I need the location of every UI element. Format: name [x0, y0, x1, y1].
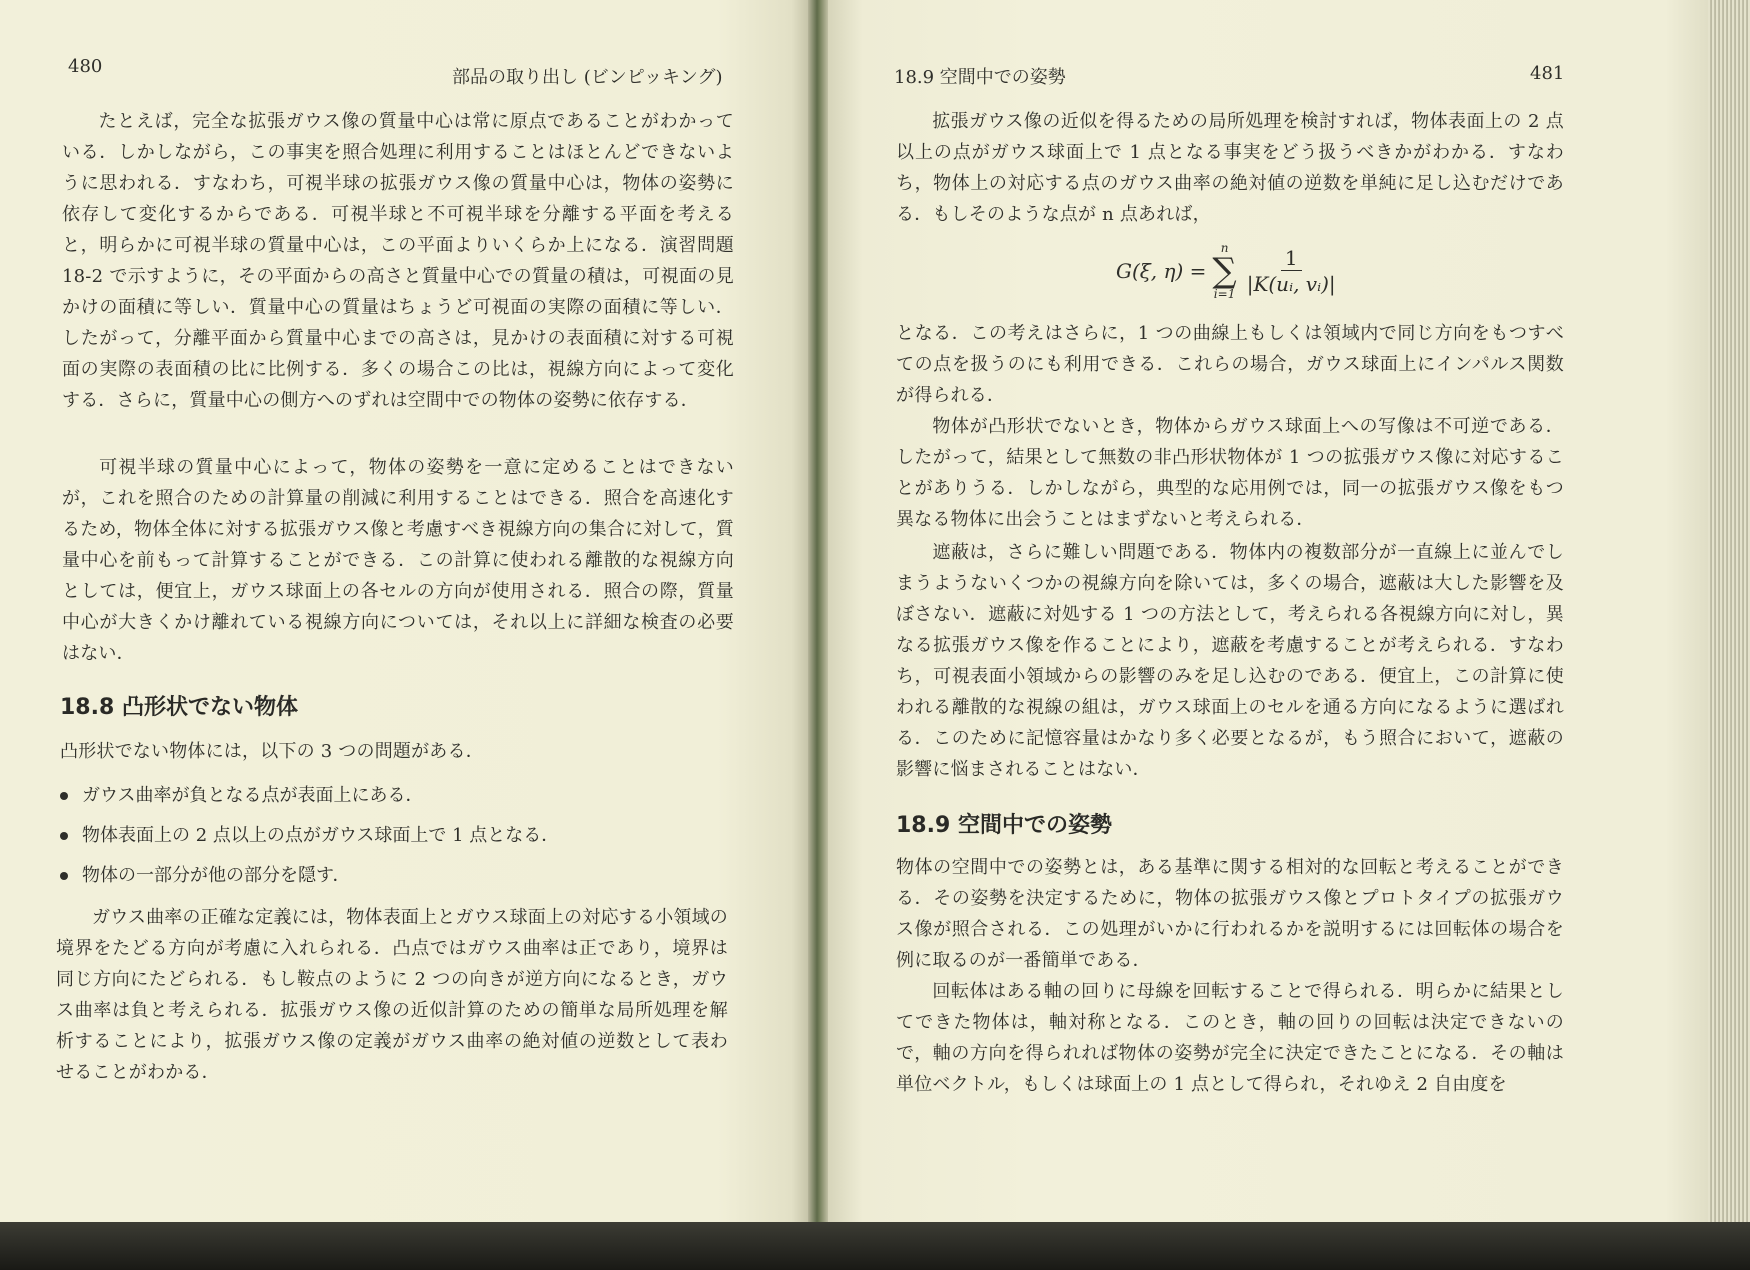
- paragraph: 物体が凸形状でないとき，物体からガウス球面上への写像は不可逆である．したがって，結果として無数の非凸形状物体が 1 つの拡張ガウス像に対応することがありうる．しかしながら，典型的な応用例では，同一の拡張ガウス像をもつ異なる物体に出会うことはまずないと考えられる．: [896, 416, 1564, 530]
- running-head: 18.9 空間中での姿勢: [894, 67, 1066, 88]
- bullet-list: [60, 776, 559, 896]
- section-heading: 18.8 凸形状でない物体: [60, 695, 298, 720]
- paragraph: 回転体はある軸の回りに母線を回転することで得られる．明らかに結果としてできた物体は，軸対称となる．このとき，軸の回りの回転は決定できないので，軸の方向を得られれば物体の姿勢が完全に決定できたことになる．その軸は単位ベクトル，もしくは球面上の 1 点として得られ，それゆえ 2 自由度を: [896, 981, 1564, 1095]
- paragraph: 可視半球の質量中心によって，物体の姿勢を一意に定めることはできないが，これを照合のための計算量の削減に利用することはできる．照合を高速化するため，物体全体に対する拡張ガウス像と考慮すべき視線方向の集合に対して，質量中心を前もって計算することができる．この計算に使われる離散的な視線方向としては，便宜上，ガウス球面上の各セルの方向が使用される．照合の際，質量中心が大きくかけ離れている視線方向については，それ以上に詳細な検査の必要はない．: [62, 457, 734, 664]
- book-shadow: [0, 1222, 1750, 1270]
- paragraph: 拡張ガウス像の近似を得るための局所処理を検討すれば，物体表面上の 2 点以上の点がガウス球面上で 1 点となる事実をどう扱うべきかがわかる．すなわち，物体上の対応する点のガウス曲率の絶対値の逆数を単純に足し込むだけである．もしそのような点が n 点あれば，: [896, 111, 1564, 225]
- summation-symbol: n ∑ i=1: [1212, 241, 1237, 301]
- formula: [1116, 242, 1340, 300]
- page-number: 481: [1530, 63, 1565, 84]
- bullet-icon: [60, 872, 68, 880]
- paragraph: たとえば，完全な拡張ガウス像の質量中心は常に原点であることがわかっている．しかしながら，この事実を照合処理に利用することはほとんどできないように思われる．すなわち，可視半球の拡張ガウス像の質量中心は，物体の姿勢に依存して変化するからである．可視半球と不可視半球を分離する平面を考えると，明らかに可視半球の質量中心は，この平面よりいくらか上になる．演習問題 18-2 で示すように，その平面からの高さと質量中心での質量の積は，可視面の見かけの面積に等しい．質量中心の質量はちょうど可視面の実際の面積に等しい．したがって，分離平面から質量中心までの高さは，見かけの表面積に対する可視面の実際の表面積の比に比例する．多くの場合この比は，視線方向によって変化する．さらに，質量中心の側方へのずれは空間中での物体の姿勢に依存する．: [62, 111, 734, 411]
- list-item: 物体の一部分が他の部分を隠す．: [60, 856, 559, 896]
- paragraph: ガウス曲率の正確な定義には，物体表面上とガウス球面上の対応する小領域の境界をたどる方向が考慮に入れられる．凸点ではガウス曲率は正であり，境界は同じ方向にたどられる．もし鞍点のように 2 つの向きが逆方向になるとき，ガウス曲率は負と考えられる．拡張ガウス像の近似計算のための簡単な局所処理を解析することにより，拡張ガウス像の定義がガウス曲率の絶対値の逆数として表わせることがわかる．: [56, 907, 728, 1083]
- bullet-icon: [60, 792, 68, 800]
- left-page: [0, 0, 816, 1230]
- list-item: 物体表面上の 2 点以上の点がガウス球面上で 1 点となる．: [60, 816, 559, 856]
- section-intro: 凸形状でない物体には，以下の 3 つの問題がある．: [60, 741, 484, 762]
- running-head: 部品の取り出し (ビンピッキング): [452, 67, 723, 88]
- paragraph: 物体の空間中での姿勢とは，ある基準に関する相対的な回転と考えることができる．その姿勢を決定するために，物体の拡張ガウス像とプロトタイプの拡張ガウス像が照合される．この処理がいかに行われるかを説明するには回転体の場合を例に取るのが一番簡単である．: [896, 857, 1564, 971]
- bullet-icon: [60, 832, 68, 840]
- fraction: $\frac{1}{\text{|K(uᵢ, vᵢ)|}}$: [1246, 245, 1336, 296]
- formula-lhs: G(ξ, η) =: [1116, 259, 1207, 283]
- page-number: 480: [68, 56, 103, 77]
- paragraph: となる．この考えはさらに，1 つの曲線上もしくは領域内で同じ方向をもつすべての点を扱うのにも利用できる．これらの場合，ガウス球面上にインパルス関数が得られる．: [896, 323, 1564, 406]
- section-heading: 18.9 空間中での姿勢: [896, 813, 1112, 838]
- paragraph: 遮蔽は，さらに難しい問題である．物体内の複数部分が一直線上に並んでしまうようないくつかの視線方向を除いては，多くの場合，遮蔽は大した影響を及ぼさない．遮蔽に対処する 1 つの方法として，考えられる各視線方向に対し，異なる拡張ガウス像を作ることにより，遮蔽を考慮することが考えられる．すなわち，可視表面小領域からの影響のみを足し込むのである．便宜上，この計算に使われる離散的な視線の組は，ガウス球面上のセルを通る方向になるように選ばれる．このために記憶容量はかなり多く必要となるが，もう照合において，遮蔽の影響に悩まされることはない．: [896, 542, 1564, 780]
- list-item: ガウス曲率が負となる点が表面上にある．: [60, 776, 559, 816]
- page-edges: [1708, 0, 1750, 1270]
- right-page: [818, 0, 1710, 1255]
- book-spine: [808, 0, 828, 1260]
